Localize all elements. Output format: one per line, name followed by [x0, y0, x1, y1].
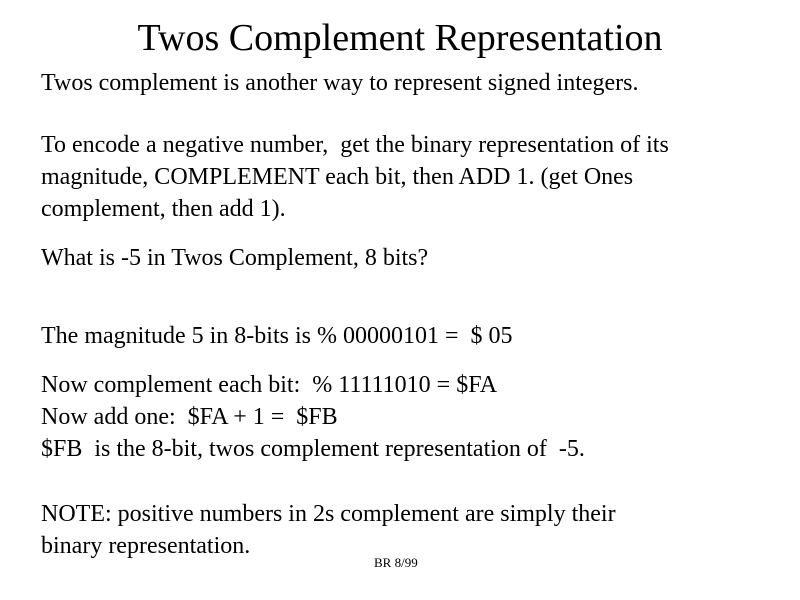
note-line-2: binary representation.	[41, 533, 251, 559]
note-line-1: NOTE: positive numbers in 2s complement are simply their	[41, 501, 616, 527]
footer-label: BR 8/99	[374, 555, 418, 570]
encode-line-3: complement, then add 1).	[41, 196, 286, 222]
encode-line-1: To encode a negative number, get the binary representation of its	[41, 132, 669, 158]
encode-line-2: magnitude, COMPLEMENT each bit, then ADD 1. (get Ones	[41, 164, 634, 190]
intro-line: Twos complement is another way to represent signed integers.	[41, 70, 639, 96]
question-line: What is -5 in Twos Complement, 8 bits?	[41, 245, 429, 271]
add-one-line: Now add one: $FA + 1 = $FB	[41, 404, 338, 430]
complement-line: Now complement each bit: % 11111010 = $FA	[41, 372, 498, 398]
magnitude-line: The magnitude 5 in 8-bits is % 00000101 = $ 05	[41, 323, 513, 349]
result-line: $FB is the 8-bit, twos complement representation of -5.	[41, 436, 585, 462]
slide-title: Twos Complement Representation	[137, 17, 663, 59]
